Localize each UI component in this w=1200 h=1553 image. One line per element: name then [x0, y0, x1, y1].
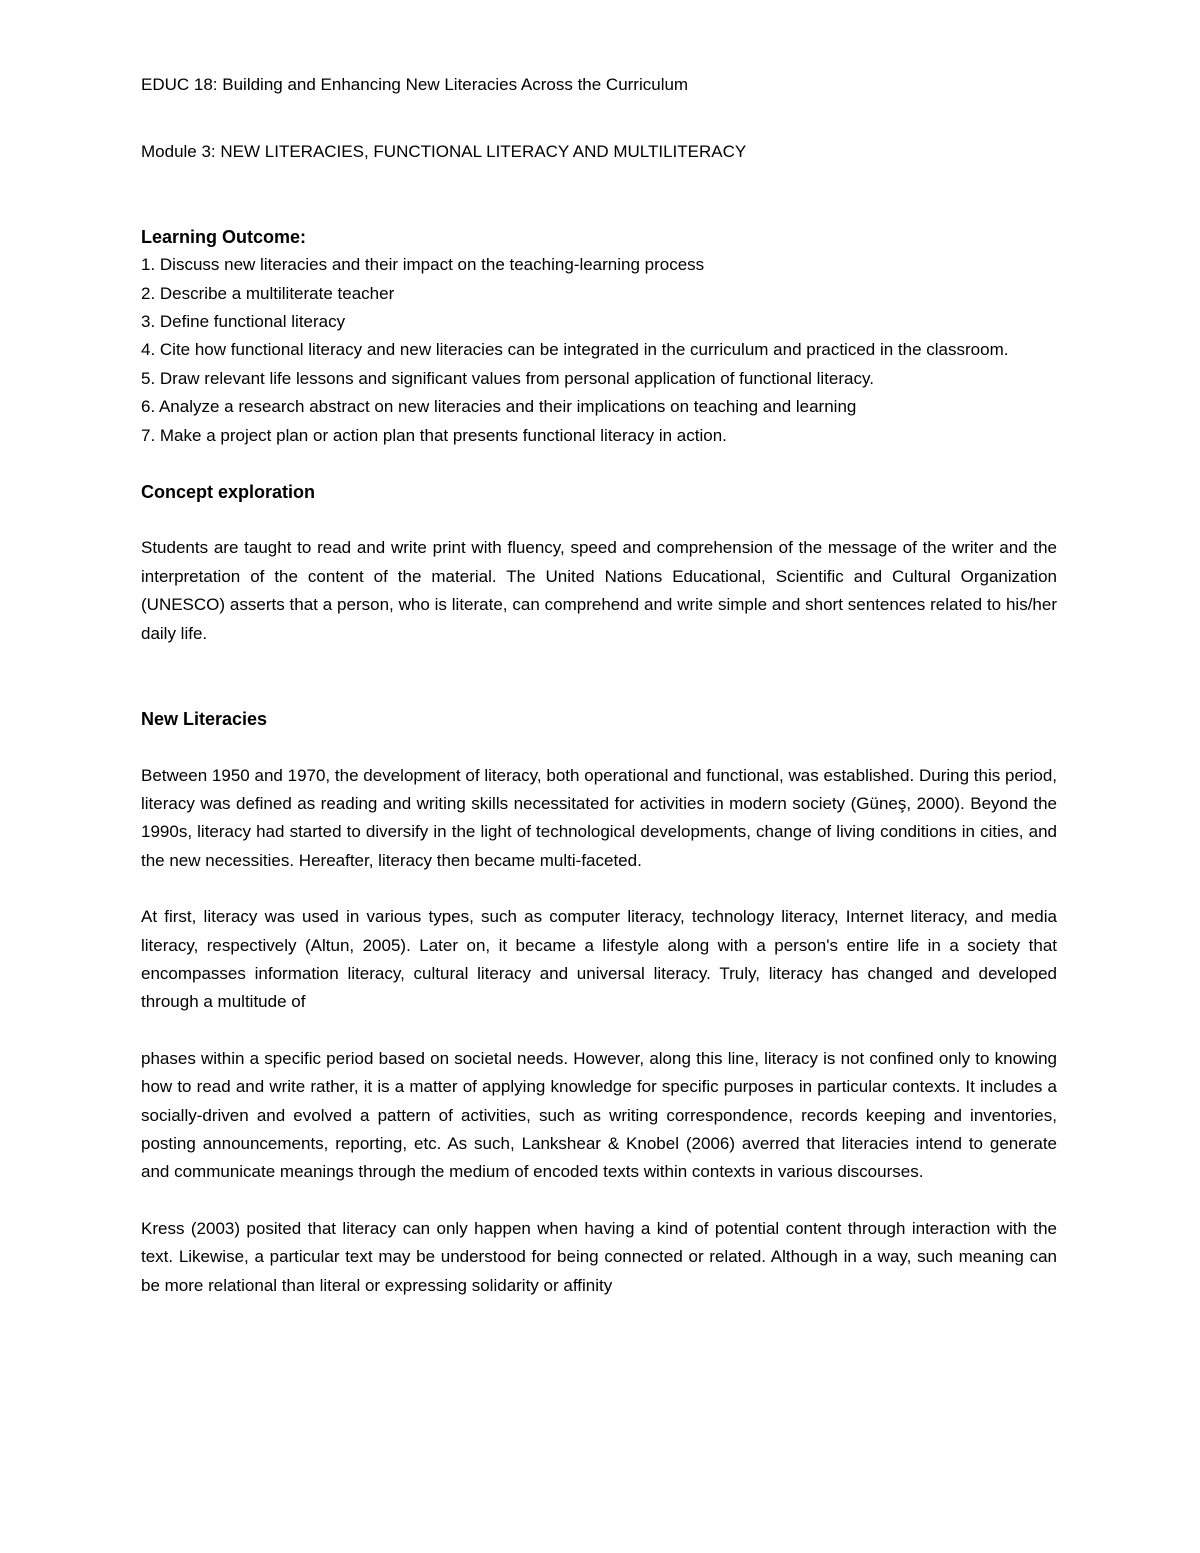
new-literacies-heading: New Literacies — [141, 709, 268, 730]
outcome-item: 2. Describe a multiliterate teacher — [141, 283, 395, 303]
course-title: EDUC 18: Building and Enhancing New Literacies Across the Curriculum — [141, 75, 689, 94]
concept-exploration-heading: Concept exploration — [141, 482, 316, 503]
outcome-item: 6. Analyze a research abstract on new literacies and their implications on teaching and learning — [141, 397, 857, 417]
new-literacies-paragraph: At first, literacy was used in various types, such as computer literacy, technology literacy, Internet literacy, and media literacy, respectively (Altun, 2005). Later on, it became a lifestyle along with a person's entire life in a society that encompasses information literacy, cultural literacy and universal literacy. Truly, literacy has changed and developed through a multitude of — [141, 907, 1057, 1012]
outcome-item: 1. Discuss new literacies and their impact on the teaching-learning process — [141, 255, 705, 275]
new-literacies-paragraph: phases within a specific period based on societal needs. However, along this line, literacy is not confined only to knowing how to read and write rather, it is a matter of applying knowledge for specific purposes in particular contexts. It includes a socially-driven and evolved a pattern of activities, such as writing correspondence, records keeping and inventories, posting announcements, reporting, etc. As such, Lankshear & Knobel (2006) averred that literacies intend to generate and communicate meanings through the medium of encoded texts within contexts in various discourses. — [141, 1048, 1057, 1182]
new-literacies-paragraph: Kress (2003) posited that literacy can only happen when having a kind of potential content through interaction with the text. Likewise, a particular text may be understood for being connected or related. Although in a way, such meaning can be more relational than literal or expressing solidarity or affinity — [141, 1218, 1057, 1295]
new-literacies-paragraph: Between 1950 and 1970, the development of literacy, both operational and functional, was established. During this period, literacy was defined as reading and writing skills necessitated for activities in modern society (Güneş, 2000). Beyond the 1990s, literacy had started to diversify in the light of technological developments, change of living conditions in cities, and the new necessities. Hereafter, literacy then became multi-faceted. — [141, 765, 1057, 870]
module-title: Module 3: NEW LITERACIES, FUNCTIONAL LITERACY AND MULTILITERACY — [141, 142, 747, 162]
learning-outcome-list — [141, 251, 1057, 450]
outcome-item: 4. Cite how functional literacy and new literacies can be integrated in the curriculum and practiced in the classroom. — [141, 340, 1009, 360]
learning-outcome-heading: Learning Outcome: — [141, 226, 307, 247]
outcome-item: 3. Define functional literacy — [141, 312, 346, 332]
outcome-item: 5. Draw relevant life lessons and significant values from personal application of functional literacy. — [141, 368, 874, 388]
outcome-item: 7. Make a project plan or action plan that presents functional literacy in action. — [141, 425, 727, 445]
concept-exploration-paragraph: Students are taught to read and write print with fluency, speed and comprehension of the message of the writer and the interpretation of the content of the material. The United Nations Educational, Scientific and Cultural Organization (UNESCO) asserts that a person, who is literate, can comprehend and write simple and short sentences related to his/her daily life. — [141, 538, 1057, 643]
document-page — [141, 70, 1057, 1300]
